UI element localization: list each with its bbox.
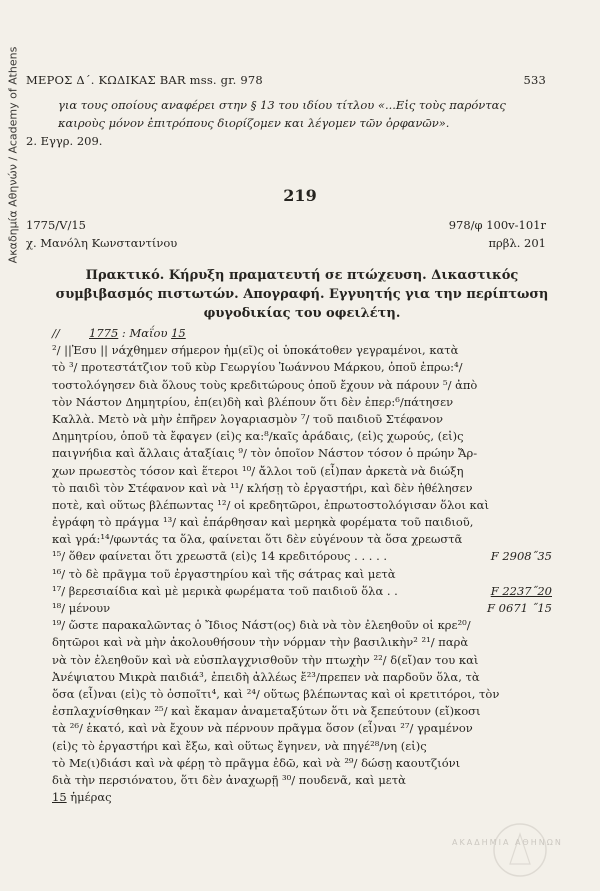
final-line [52,789,552,806]
ledger-lines [52,548,552,617]
ledger-amount: F 2908˝35 [490,549,552,564]
date-prefix: // [52,326,60,340]
body-line: Δημητρίου, ὁποῦ τὰ ἔφαγεν (εἰ)ς κα:⁸/καῖς ἀράδαις, (εἰ)ς χωρούς, (εἰ)ς [52,429,464,444]
body-line: ἐσπλαχνίσθηκαν ²⁵/ καὶ ἔκαμαν ἀναμεταξύτων ὅτι νὰ ξεπεύτουν (εἴ)κοσι [52,704,481,719]
footnote-line: καιροὺς μόνον ἐπιτρόπους διορίζομεν και λέγομεν τῶν ὀρφανῶν». [58,116,450,130]
ledger-text: ¹⁶/ τὸ δὲ πρᾶγμα τοῦ ἐργαστηρίου καὶ τῆς σάτρας καὶ μετὰ [52,566,396,581]
body-lines-continued [52,617,552,789]
footnote-continuation [26,96,546,150]
body-lines [52,342,552,548]
document-date: 1775/V/15 [26,218,86,232]
archive-stamp-text: Ακαδημία Αθηνών / Academy of Athens [6,46,20,264]
body-line: Ἀνέψιατου Μικρὰ παιδιά³, ἐπειδὴ ἀλλέως ἔ²³/πρεπεν νὰ παρδοῦν ὅλα, τὰ [52,669,480,684]
ledger-amount: F 0671 ˝15 [487,601,552,615]
body-line: ποτὲ, καὶ οὕτως βλέπωντας ¹²/ οἱ κρεδητῶροι, ἐπρωτοστολόγισαν ὅλοι καὶ [52,497,489,512]
final-day-count: 15 [52,790,67,805]
ledger-line [52,548,552,565]
body-line: τὸ ³/ προτεστάτζιον τοῦ κὺρ Γεωργίου Ἰωάννου Μάρκου, ὁποῦ ἐπρω:⁴/ [52,360,463,375]
ledger-text: ¹⁸/ μένουν [52,601,111,615]
footnote-line: 2. Εγγρ. 209. [26,134,103,148]
body-line: δητῶροι καὶ νὰ μὴν ἀκολουθήσουν τὴν νόρμαν τὴν βασιλικὴν² ²¹/ παρὰ [52,635,469,650]
body-line: Καλλὰ. Μετὸ νὰ μὴν ἐπῆρεν λογαριασμὸν ⁷/ τοῦ παιδιοῦ Στέφανον [52,411,443,426]
date-separator: : Μαΐου [118,326,172,340]
archive-stamp [2,30,24,280]
body-line: τὸ Με(ι)διάσι καὶ νὰ φέρῃ τὸ πρᾶγμα ἐδῶ, καὶ νὰ ²⁹/ δώσῃ καουτζιόνι [52,755,461,770]
body-date-line [52,325,552,342]
body-line: τοστολόγησεν διὰ ὅλους τοὺς κρεδιτώρους ὁποῦ ἔχουν νὰ πάρουν ⁵/ ἀπὸ [52,377,478,392]
ledger-amount: F 2237˝20 [490,583,552,598]
body-line: (εἰ)ς τὸ ἐργαστήρι καὶ ἔξω, καὶ οὕτως ἔγηνεν, νὰ πηγέ²⁸/νη (εἰ)ς [52,738,427,753]
scribe: χ. Μανόλη Κωνσταντίνου [26,236,178,250]
body-line: διὰ τὴν περσιόνατου, ὅτι δὲν ἀναχωρῇ ³⁰/ πουδενᾶ, καὶ μετὰ [52,772,406,787]
ledger-text: ¹⁷/ βερεσιαίδια καὶ μὲ μερικὰ φωρέματα τοῦ παιδιοῦ ὅλα . . [52,583,398,598]
ledger-line [52,583,552,600]
body-line: τὰ ²⁶/ ἑκατό, καὶ νὰ ἔχουν νὰ πέρνουν πρᾶγμα ὅσον (εἶ)ναι ²⁷/ γραμένον [52,721,473,736]
date-year: 1775 [89,326,119,340]
body-line: νὰ τὸν ἐλεηθοῦν καὶ νὰ εὐσπλαγχνισθοῦν τὴν πτωχὴν ²²/ δ(εἴ)αν του καὶ [52,652,479,667]
academy-seal-watermark [490,820,550,880]
body-line: ὅσα (εἶ)ναι (εἰ)ς τὸ ὁσποῖτι⁴, καὶ ²⁴/ οὕτως βλέπωντας καὶ οἱ κρετιτόροι, τὸν [52,686,500,701]
body-line: καὶ γρά:¹⁴/φωντάς τα ὅλα, φαίνεται ὅτι δὲν εὐγένουν τὰ ὅσα χρεωστᾶ [52,532,463,547]
folio-reference: 978/φ 100v-101r [448,218,546,232]
cross-reference: πρβλ. 201 [488,236,546,250]
document-body [52,325,552,806]
ledger-line [52,600,552,617]
footnote-line: για τους οποίους αναφέρει στην § 13 του ιδίου τίτλου «...Εἰς τοὺς παρόντας [58,98,506,112]
running-head [26,73,546,87]
page-number: 533 [523,73,546,87]
meta-row-scribe [26,236,546,250]
body-line: τὸ παιδὶ τὸν Στέφανον καὶ νὰ ¹¹/ κλήσῃ τὸ ἐργαστήρι, καὶ δὲν ἠθέλησεν [52,480,473,495]
body-line: παιγνήδια καὶ ἄλλαις ἀταξίαις ⁹/ τὸν ὁποῖον Νάστον τόσον ὁ πρώην Ἄρ- [52,446,478,461]
body-line: χων πρωεστὸς τόσον καὶ ἕτεροι ¹⁰/ ἄλλοι τοῦ (εἶ)παν ἀρκετὰ νὰ διώξη [52,463,464,478]
body-line: ²/ ||Ἐσυ || νάχθημεν σήμερον ἡμ(εῖ)ς οἱ ὑποκάτοθεν γεγραμένοι, κατὰ [52,343,459,358]
document-number: 219 [283,186,317,205]
meta-row-date [26,218,546,232]
ledger-text: ¹⁵/ ὅθεν φαίνεται ὅτι χρεωστᾶ (εἰ)ς 14 κρεδιτόρους . . . . . [52,549,388,564]
body-line: ¹⁹/ ὥστε παρακαλῶντας ὁ Ἴδιος Νάστ(ος) διὰ νὰ τὸν ἐλεηθοῦν οἱ κρε²⁰/ [52,618,471,633]
body-line: τὸν Νάστον Δημητρίου, ἐπ(ει)δὴ καὶ βλέπουν ὅτι δὲν ἐπερ:⁶/πάτησεν [52,394,454,409]
date-day: 15 [171,326,186,340]
final-word: ἡμέρας [66,790,112,805]
academy-watermark: ΑΚΑΔΗΜΙΑ ΑΘΗΝΩΝ [452,838,563,847]
body-line: ἐγράφη τὸ πράγμα ¹³/ καὶ ἐπάρθησαν καὶ μερηκὰ φορέματα τοῦ παιδιοῦ, [52,515,474,530]
ledger-line [52,566,552,583]
document-summary: Πρακτικό. Κήρυξη πραματευτή σε πτώχευση. Δικαστικός συμβιβασμός πιστωτών. Απογραφή. Εγγυητής για την περίπτωση φυγοδικίας του οφειλέτη. [55,268,549,321]
running-head-title: ΜΕΡΟΣ Δ΄. ΚΩΔΙΚΑΣ BAR mss. gr. 978 [26,73,263,87]
